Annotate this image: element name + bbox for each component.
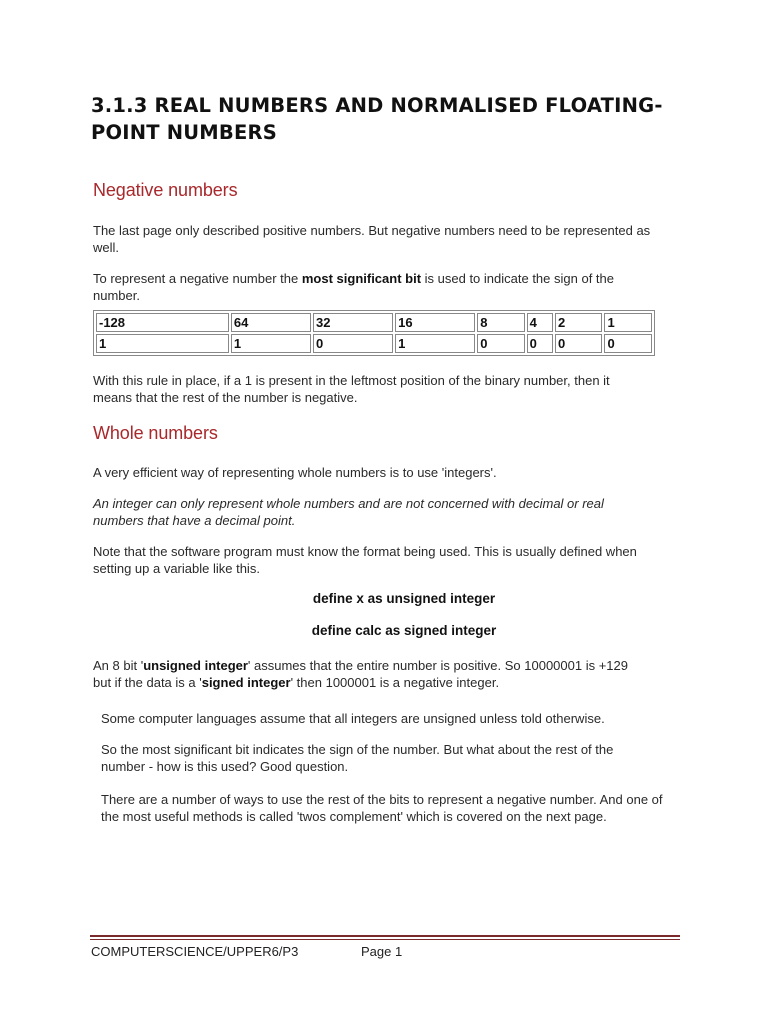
- negative-paragraph-2: [93, 270, 638, 304]
- code-line-signed: define calc as signed integer: [311, 623, 497, 638]
- table-cell: 1: [231, 334, 311, 353]
- negative-paragraph-1: The last page only described positive numbers. But negative numbers need to be represented as well.: [93, 223, 651, 255]
- bold-term-unsigned-integer: unsigned integer: [143, 658, 248, 673]
- whole-paragraph-5: Some computer languages assume that all integers are unsigned unless told otherwise.: [101, 711, 605, 726]
- code-line-unsigned: define x as unsigned integer: [312, 591, 496, 606]
- table-cell: 64: [231, 313, 311, 332]
- footer-page-number: Page 1: [361, 944, 403, 959]
- table-cell: 0: [527, 334, 553, 353]
- whole-paragraph-3: Note that the software program must know the format being used. This is usually defined when setting up a variable like this.: [93, 544, 637, 576]
- whole-paragraph-1: A very efficient way of representing whole numbers is to use 'integers'.: [93, 465, 497, 480]
- bold-term-msb: most significant bit: [301, 271, 422, 286]
- whole-paragraph-4: [93, 657, 648, 691]
- text-span: is used to indicate the sign of the number.: [93, 271, 614, 303]
- heading-negative-numbers: Negative numbers: [93, 180, 238, 200]
- document-title: 3.1.3 REAL NUMBERS AND NORMALISED FLOATING-POINT NUMBERS: [91, 94, 663, 144]
- footer-course-code: COMPUTERSCIENCE/UPPER6/P3: [91, 944, 299, 959]
- text-span: An 8 bit ': [93, 658, 144, 673]
- integer-definition-italic: An integer can only represent whole numbers and are not concerned with decimal or real numbers that have a decimal point.: [93, 496, 604, 528]
- table-cell: 32: [313, 313, 393, 332]
- heading-whole-numbers: Whole numbers: [93, 423, 218, 443]
- text-span: ' then 1000001 is a negative integer.: [290, 675, 500, 690]
- table-cell: 2: [555, 313, 602, 332]
- footer-divider: [90, 935, 680, 937]
- footer-divider: [90, 939, 680, 940]
- table-cell: 0: [477, 334, 524, 353]
- whole-paragraph-6: So the most significant bit indicates the sign of the number. But what about the rest of the number - how is this used? Good question.: [101, 742, 614, 774]
- table-cell: 16: [395, 313, 475, 332]
- text-span: ' assumes that the entire number is positive. So 10000001 is +129 but if the data is a ': [93, 658, 628, 690]
- table-cell: 8: [477, 313, 524, 332]
- table-cell: 0: [313, 334, 393, 353]
- table-row: [96, 334, 652, 353]
- bold-term-signed-integer: signed integer: [201, 675, 291, 690]
- text-span: To represent a negative number the: [93, 271, 302, 286]
- table-cell: 1: [395, 334, 475, 353]
- negative-paragraph-3: With this rule in place, if a 1 is present in the leftmost position of the binary number, then it means that the rest of the number is negative.: [93, 373, 610, 405]
- table-row: [96, 313, 652, 332]
- table-cell: -128: [96, 313, 229, 332]
- whole-paragraph-7: There are a number of ways to use the rest of the bits to represent a negative number. And one of the most useful methods is called 'twos complement' which is covered on the next page.: [101, 792, 663, 824]
- table-cell: 1: [604, 313, 652, 332]
- bit-place-value-table: [93, 310, 655, 356]
- table-cell: 4: [527, 313, 553, 332]
- table-cell: 1: [96, 334, 229, 353]
- table-cell: 0: [555, 334, 602, 353]
- table-cell: 0: [604, 334, 652, 353]
